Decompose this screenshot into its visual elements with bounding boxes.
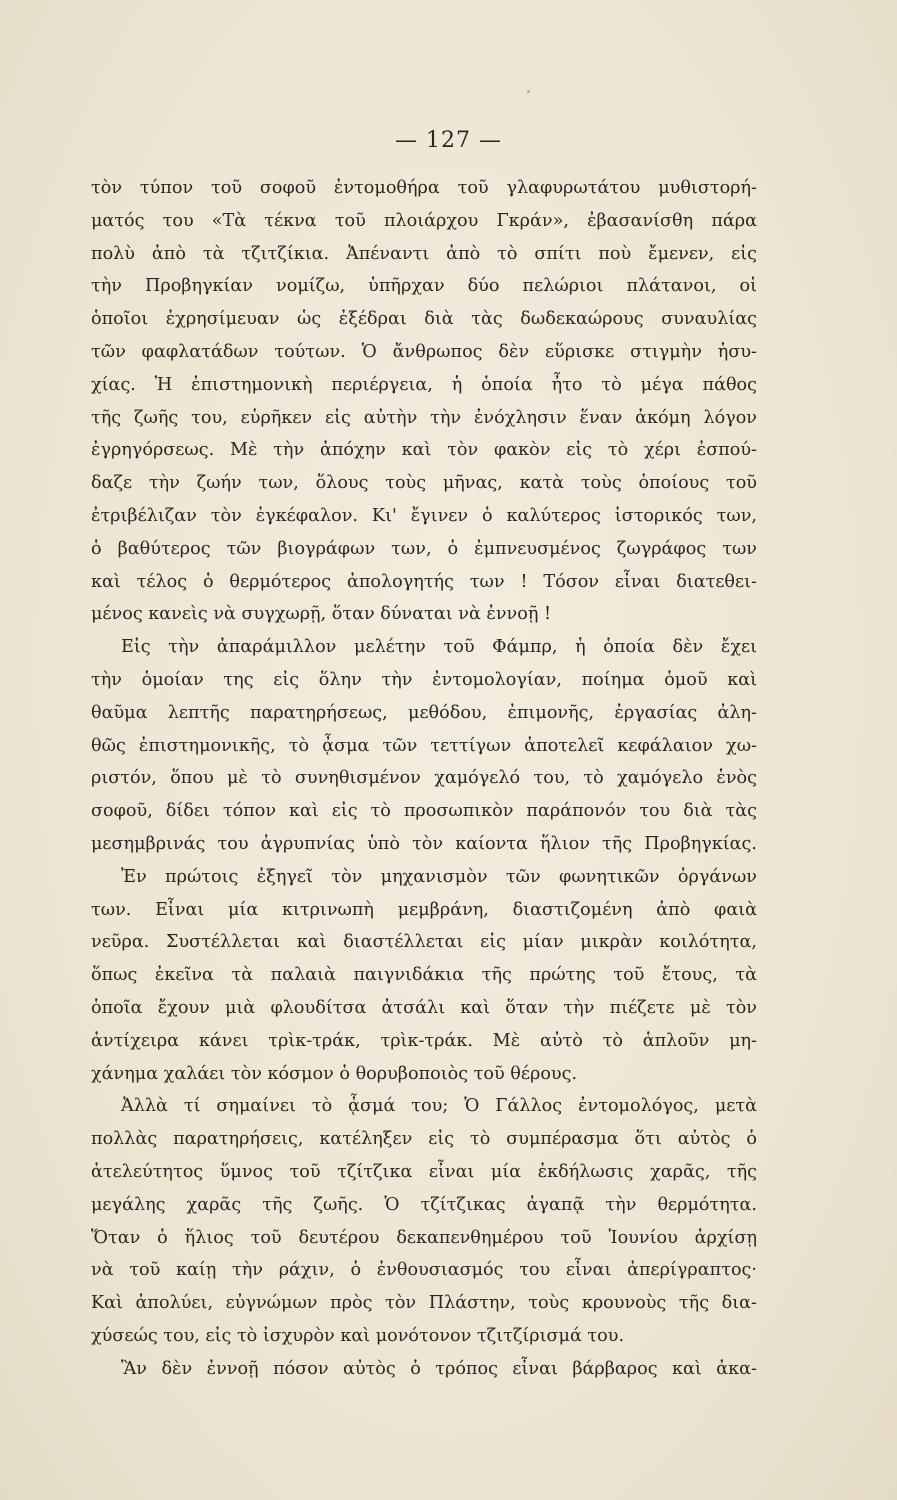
text-line: θαῦμα λεπτῆς παρατηρήσεως, μεθόδου, ἐπιμονῆς, ἐργασίας ἀλη-	[91, 702, 757, 723]
text-line: δαζε τὴν ζωήν των, ὅλους τοὺς μῆνας, κατὰ τοὺς ὁποίους τοῦ	[91, 473, 757, 494]
text-line: τῆς ζωῆς του, εὑρῆκεν εἰς αὐτὴν τὴν ἐνόχλησιν ἕναν ἀκόμη λόγον	[91, 407, 757, 428]
text-line: χίας. Ἡ ἐπιστημονικὴ περιέργεια, ἡ ὁποία ἦτο τὸ μέγα πάθος	[91, 374, 757, 395]
text-line: μεγάλης χαρᾶς τῆς ζωῆς. Ὁ τζίτζικας ἀγαπᾷ τὴν θερμότητα.	[91, 1194, 757, 1215]
text-line: τὸν τύπον τοῦ σοφοῦ ἐντομοθήρα τοῦ γλαφυρωτάτου μυθιστορή-	[91, 178, 757, 198]
text-line: Ἐν πρώτοις ἐξηγεῖ τὸν μηχανισμὸν τῶν φωνητικῶν ὀργάνων	[121, 866, 757, 887]
text-line: πολὺ ἀπὸ τὰ τζιτζίκια. Ἀπέναντι ἀπὸ τὸ σπίτι ποὺ ἔμενεν, εἰς	[91, 243, 757, 264]
text-line: τὴν ὁμοίαν της εἰς ὅλην τὴν ἐντομολογίαν, ποίημα ὁμοῦ καὶ	[91, 669, 757, 690]
text-line: Ὅταν ὁ ἥλιος τοῦ δευτέρου δεκαπενθημέρου τοῦ Ἰουνίου ἀρχίσῃ	[91, 1227, 757, 1248]
text-line: θῶς ἐπιστημονικῆς, τὸ ᾆσμα τῶν τεττίγων ἀποτελεῖ κεφάλαιον χω-	[91, 735, 757, 756]
text-line: τὴν Προβηγκίαν νομίζω, ὑπῆρχαν δύο πελώριοι πλάτανοι, οἱ	[91, 276, 757, 297]
text-line: ὁποῖοι ἐχρησίμευαν ὡς ἐξέδραι διὰ τὰς δωδεκαώρους συναυλίας	[91, 309, 757, 330]
paper-speck	[527, 90, 530, 93]
text-line: ὅπως ἐκεῖνα τὰ παλαιὰ παιγνιδάκια τῆς πρώτης τοῦ ἔτους, τὰ	[91, 965, 757, 986]
text-line: ἀντίχειρα κάνει τρὶκ-τράκ, τρὶκ-τράκ. Μὲ αὐτὸ τὸ ἁπλοῦν μη-	[91, 1030, 757, 1051]
text-line: ριστόν, ὅπου μὲ τὸ συνηθισμένον χαμόγελό του, τὸ χαμόγελο ἑνὸς	[91, 768, 757, 789]
text-line: ματός του «Τὰ τέκνα τοῦ πλοιάρχου Γκράν», ἐβασανίσθη πάρα	[91, 210, 757, 231]
page-number: — 127 —	[395, 128, 502, 153]
text-line: μένος κανεὶς νὰ συγχωρῇ, ὅταν δύναται νὰ ἐννοῇ !	[91, 604, 552, 625]
paper-speck	[548, 455, 550, 457]
text-line: τῶν φαφλατάδων τούτων. Ὁ ἄνθρωπος δὲν εὕρισκε στιγμὴν ἡσυ-	[91, 341, 757, 362]
text-line: ἀτελεύτητος ὕμνος τοῦ τζίτζικα εἶναι μία ἐκδήλωσις χαρᾶς, τῆς	[91, 1161, 757, 1182]
body-text	[91, 172, 757, 1385]
text-line: Εἰς τὴν ἀπαράμιλλον μελέτην τοῦ Φάμπρ, ἡ ὁποία δὲν ἔχει	[121, 637, 757, 658]
text-line: σοφοῦ, δίδει τόπον καὶ εἰς τὸ προσωπικὸν παράπονόν του διὰ τὰς	[91, 801, 757, 822]
text-line: ὁ βαθύτερος τῶν βιογράφων των, ὁ ἐμπνευσμένος ζωγράφος των	[91, 538, 757, 559]
text-line: καὶ τέλος ὁ θερμότερος ἀπολογητής των ! Τόσον εἶναι διατεθει-	[91, 571, 757, 592]
text-line: χάνημα χαλάει τὸν κόσμον ὁ θορυβοποιὸς τοῦ θέρους.	[91, 1063, 578, 1084]
text-line: Ἀλλὰ τί σημαίνει τὸ ᾆσμά του; Ὁ Γάλλος ἐντομολόγος, μετὰ	[121, 1096, 757, 1117]
text-line: Ἂν δὲν ἐννοῇ πόσον αὐτὸς ὁ τρόπος εἶναι βάρβαρος καὶ ἀκα-	[121, 1358, 757, 1379]
text-line: Καὶ ἀπολύει, εὐγνώμων πρὸς τὸν Πλάστην, τοὺς κρουνοὺς τῆς δια-	[91, 1293, 757, 1314]
text-line: ἐτριβέλιζαν τὸν ἐγκέφαλον. Κι' ἔγινεν ὁ καλύτερος ἱστορικός των,	[91, 505, 757, 526]
text-line: μεσημβρινάς του ἀγρυπνίας ὑπὸ τὸν καίοντα ἥλιον τῆς Προβηγκίας.	[91, 833, 757, 854]
text-line: χύσεώς του, εἰς τὸ ἰσχυρὸν καὶ μονότονον τζιτζίρισμά του.	[91, 1325, 625, 1346]
text-line: ἐγρηγόρσεως. Μὲ τὴν ἀπόχην καὶ τὸν φακὸν εἰς τὸ χέρι ἐσπού-	[91, 440, 757, 461]
text-line: των. Εἶναι μία κιτρινωπὴ μεμβράνη, διαστιζομένη ἀπὸ φαιὰ	[91, 899, 757, 920]
text-line: νὰ τοῦ καίῃ τὴν ράχιν, ὁ ἐνθουσιασμός του εἶναι ἀπερίγραπτος·	[91, 1260, 757, 1281]
text-line: νεῦρα. Συστέλλεται καὶ διαστέλλεται εἰς μίαν μικρὰν κοιλότητα,	[91, 932, 757, 953]
text-line: πολλὰς παρατηρήσεις, κατέληξεν εἰς τὸ συμπέρασμα ὅτι αὐτὸς ὁ	[91, 1129, 757, 1150]
text-line: ὁποῖα ἔχουν μιὰ φλουδίτσα ἀτσάλι καὶ ὅταν τὴν πιέζετε μὲ τὸν	[91, 997, 757, 1018]
